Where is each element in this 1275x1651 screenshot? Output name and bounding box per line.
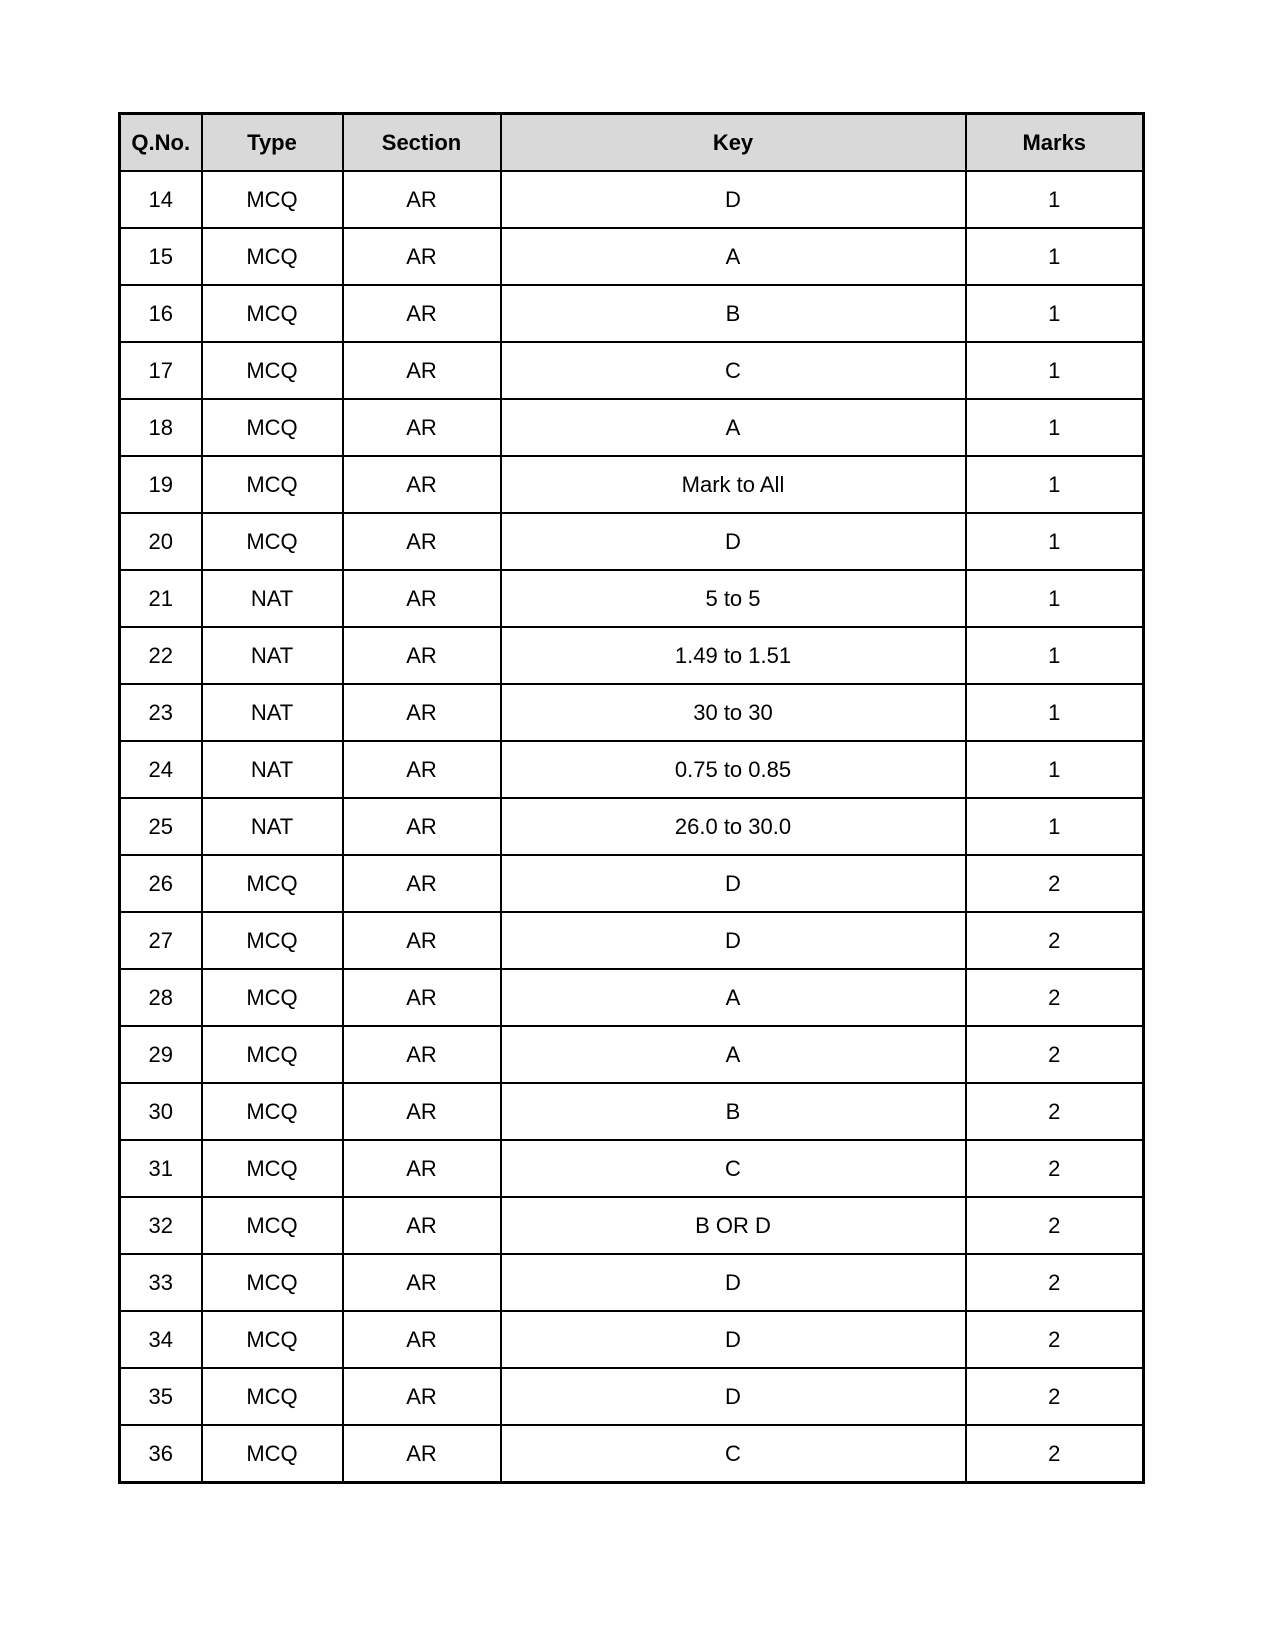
key-cell: 5 to 5	[501, 570, 966, 627]
key-cell: B	[501, 1083, 966, 1140]
table-row	[120, 741, 1144, 798]
section-cell: AR	[343, 342, 501, 399]
type-cell: NAT	[202, 570, 343, 627]
qno-cell: 14	[120, 171, 202, 228]
qno-cell: 24	[120, 741, 202, 798]
table-row	[120, 798, 1144, 855]
section-cell: AR	[343, 570, 501, 627]
qno-cell: 28	[120, 969, 202, 1026]
marks-cell: 2	[966, 1368, 1144, 1425]
marks-cell: 1	[966, 627, 1144, 684]
table-row	[120, 1197, 1144, 1254]
marks-cell: 2	[966, 1425, 1144, 1483]
section-cell: AR	[343, 627, 501, 684]
key-cell: A	[501, 1026, 966, 1083]
marks-cell: 1	[966, 171, 1144, 228]
section-cell: AR	[343, 1425, 501, 1483]
type-cell: MCQ	[202, 1311, 343, 1368]
marks-cell: 2	[966, 912, 1144, 969]
header-qno: Q.No.	[120, 114, 202, 172]
table-row	[120, 1254, 1144, 1311]
type-cell: MCQ	[202, 228, 343, 285]
key-cell: D	[501, 171, 966, 228]
qno-cell: 25	[120, 798, 202, 855]
key-cell: 1.49 to 1.51	[501, 627, 966, 684]
type-cell: NAT	[202, 627, 343, 684]
section-cell: AR	[343, 285, 501, 342]
marks-cell: 1	[966, 342, 1144, 399]
qno-cell: 29	[120, 1026, 202, 1083]
section-cell: AR	[343, 1311, 501, 1368]
section-cell: AR	[343, 912, 501, 969]
table-row	[120, 171, 1144, 228]
key-cell: C	[501, 342, 966, 399]
qno-cell: 19	[120, 456, 202, 513]
type-cell: MCQ	[202, 1254, 343, 1311]
marks-cell: 1	[966, 228, 1144, 285]
type-cell: NAT	[202, 741, 343, 798]
qno-cell: 17	[120, 342, 202, 399]
section-cell: AR	[343, 1026, 501, 1083]
key-cell: D	[501, 1254, 966, 1311]
header-marks: Marks	[966, 114, 1144, 172]
qno-cell: 18	[120, 399, 202, 456]
marks-cell: 1	[966, 741, 1144, 798]
table-row	[120, 969, 1144, 1026]
type-cell: MCQ	[202, 912, 343, 969]
section-cell: AR	[343, 1083, 501, 1140]
key-cell: 30 to 30	[501, 684, 966, 741]
type-cell: MCQ	[202, 1368, 343, 1425]
key-cell: D	[501, 1368, 966, 1425]
section-cell: AR	[343, 855, 501, 912]
table-row	[120, 1311, 1144, 1368]
marks-cell: 2	[966, 1254, 1144, 1311]
key-cell: 0.75 to 0.85	[501, 741, 966, 798]
type-cell: MCQ	[202, 513, 343, 570]
type-cell: MCQ	[202, 1425, 343, 1483]
qno-cell: 30	[120, 1083, 202, 1140]
qno-cell: 20	[120, 513, 202, 570]
section-cell: AR	[343, 798, 501, 855]
section-cell: AR	[343, 684, 501, 741]
marks-cell: 1	[966, 513, 1144, 570]
marks-cell: 2	[966, 855, 1144, 912]
key-cell: Mark to All	[501, 456, 966, 513]
marks-cell: 2	[966, 969, 1144, 1026]
section-cell: AR	[343, 456, 501, 513]
type-cell: MCQ	[202, 285, 343, 342]
type-cell: NAT	[202, 798, 343, 855]
qno-cell: 16	[120, 285, 202, 342]
key-cell: C	[501, 1425, 966, 1483]
section-cell: AR	[343, 513, 501, 570]
key-cell: D	[501, 855, 966, 912]
qno-cell: 35	[120, 1368, 202, 1425]
section-cell: AR	[343, 399, 501, 456]
section-cell: AR	[343, 741, 501, 798]
table-row	[120, 684, 1144, 741]
marks-cell: 1	[966, 285, 1144, 342]
qno-cell: 33	[120, 1254, 202, 1311]
table-row	[120, 342, 1144, 399]
table-row	[120, 513, 1144, 570]
table-row	[120, 627, 1144, 684]
section-cell: AR	[343, 228, 501, 285]
marks-cell: 2	[966, 1083, 1144, 1140]
section-cell: AR	[343, 1140, 501, 1197]
type-cell: MCQ	[202, 1197, 343, 1254]
marks-cell: 1	[966, 684, 1144, 741]
type-cell: MCQ	[202, 855, 343, 912]
qno-cell: 22	[120, 627, 202, 684]
key-cell: 26.0 to 30.0	[501, 798, 966, 855]
key-cell: B	[501, 285, 966, 342]
type-cell: NAT	[202, 684, 343, 741]
marks-cell: 2	[966, 1140, 1144, 1197]
qno-cell: 31	[120, 1140, 202, 1197]
type-cell: MCQ	[202, 969, 343, 1026]
marks-cell: 1	[966, 456, 1144, 513]
key-cell: A	[501, 969, 966, 1026]
answer-key-table	[118, 112, 1145, 1484]
qno-cell: 27	[120, 912, 202, 969]
key-cell: D	[501, 1311, 966, 1368]
table-row	[120, 1026, 1144, 1083]
type-cell: MCQ	[202, 1026, 343, 1083]
section-cell: AR	[343, 1254, 501, 1311]
marks-cell: 2	[966, 1197, 1144, 1254]
table-header	[120, 114, 1144, 172]
table-row	[120, 855, 1144, 912]
header-key: Key	[501, 114, 966, 172]
marks-cell: 1	[966, 570, 1144, 627]
key-cell: A	[501, 399, 966, 456]
marks-cell: 1	[966, 399, 1144, 456]
qno-cell: 23	[120, 684, 202, 741]
table-row	[120, 1083, 1144, 1140]
key-cell: D	[501, 912, 966, 969]
section-cell: AR	[343, 969, 501, 1026]
section-cell: AR	[343, 171, 501, 228]
table-row	[120, 399, 1144, 456]
marks-cell: 2	[966, 1026, 1144, 1083]
table-body	[120, 171, 1144, 1483]
header-section: Section	[343, 114, 501, 172]
qno-cell: 36	[120, 1425, 202, 1483]
table-row	[120, 1140, 1144, 1197]
type-cell: MCQ	[202, 399, 343, 456]
qno-cell: 26	[120, 855, 202, 912]
key-cell: D	[501, 513, 966, 570]
type-cell: MCQ	[202, 171, 343, 228]
qno-cell: 32	[120, 1197, 202, 1254]
table-row	[120, 570, 1144, 627]
header-type: Type	[202, 114, 343, 172]
qno-cell: 15	[120, 228, 202, 285]
marks-cell: 1	[966, 798, 1144, 855]
qno-cell: 21	[120, 570, 202, 627]
type-cell: MCQ	[202, 342, 343, 399]
table-row	[120, 912, 1144, 969]
type-cell: MCQ	[202, 456, 343, 513]
table-row	[120, 228, 1144, 285]
key-cell: A	[501, 228, 966, 285]
key-cell: C	[501, 1140, 966, 1197]
table-row	[120, 456, 1144, 513]
table-row	[120, 1368, 1144, 1425]
key-cell: B OR D	[501, 1197, 966, 1254]
section-cell: AR	[343, 1197, 501, 1254]
table-row	[120, 285, 1144, 342]
type-cell: MCQ	[202, 1083, 343, 1140]
header-row	[120, 114, 1144, 172]
type-cell: MCQ	[202, 1140, 343, 1197]
qno-cell: 34	[120, 1311, 202, 1368]
section-cell: AR	[343, 1368, 501, 1425]
marks-cell: 2	[966, 1311, 1144, 1368]
table-row	[120, 1425, 1144, 1483]
